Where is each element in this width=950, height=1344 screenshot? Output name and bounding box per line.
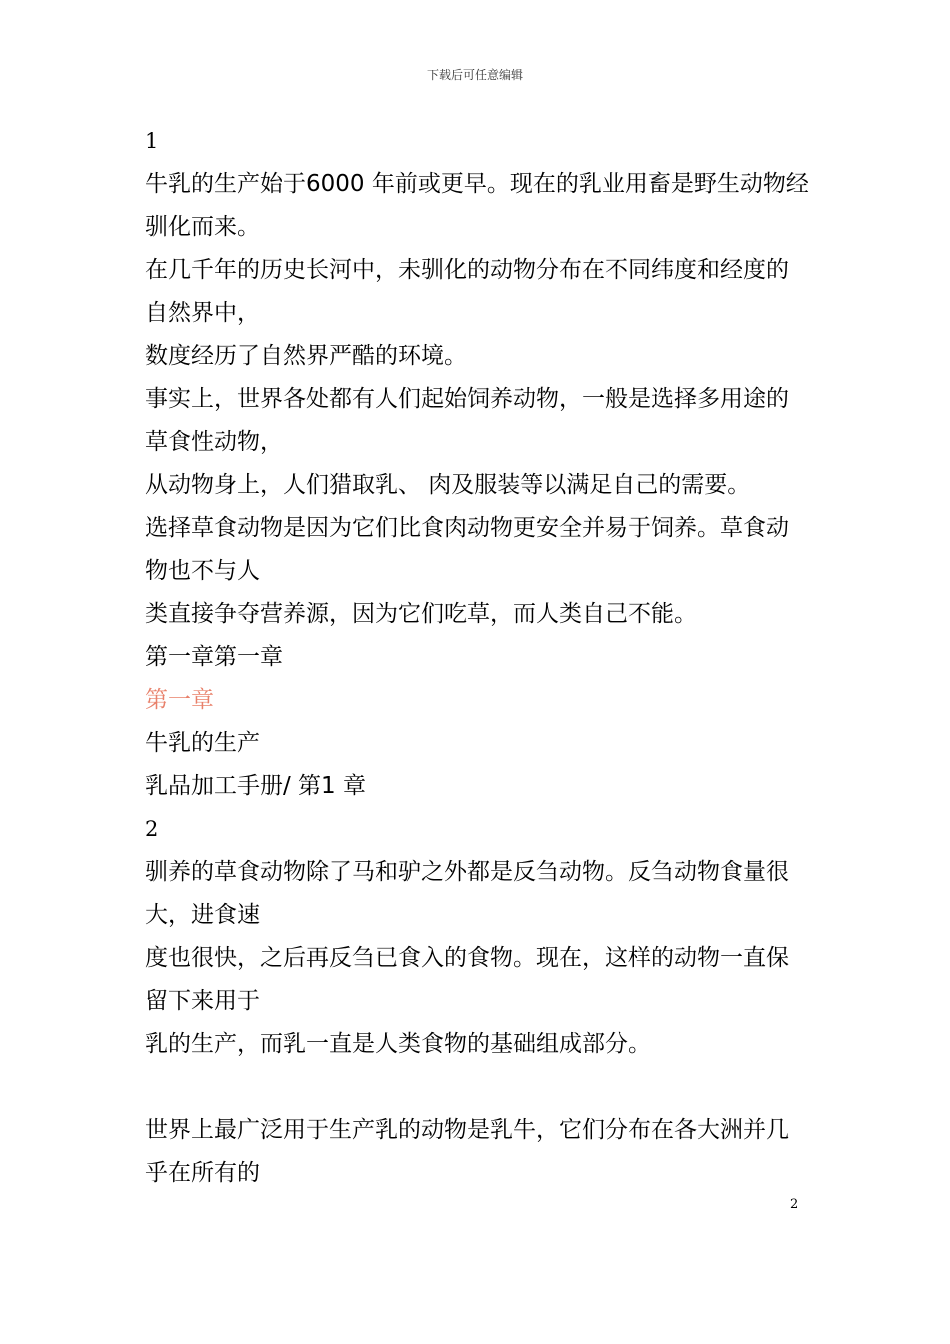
- text-line: 留下来用于: [145, 988, 260, 1014]
- text-line: 数度经历了自然界严酷的环境。: [145, 343, 467, 369]
- text-line: 乳的生产，而乳一直是人类食物的基础组成部分。: [145, 1031, 651, 1057]
- page-number: 2: [790, 1197, 799, 1212]
- document-body: [145, 120, 825, 1195]
- text-line: 驯化而来。: [145, 214, 260, 240]
- text-line: 度也很快，之后再反刍已食入的食物。现在，这样的动物一直保: [145, 945, 789, 971]
- section-number: 2: [145, 817, 159, 841]
- blank-line: [145, 1066, 825, 1109]
- chapter-title: 牛乳的生产: [145, 730, 260, 756]
- text-line: 乎在所有的: [145, 1160, 260, 1186]
- chapter-heading: 第一章: [145, 687, 214, 713]
- section-number: 1: [145, 129, 159, 153]
- text-line: 世界上最广泛用于生产乳的动物是乳牛，它们分布在各大洲并几: [145, 1117, 789, 1143]
- text-line: 从动物身上，人们猎取乳、 肉及服装等以满足自己的需要。: [145, 472, 751, 498]
- text-line: 物也不与人: [145, 558, 260, 584]
- text-line: 在几千年的历史长河中，未驯化的动物分布在不同纬度和经度的: [145, 257, 789, 283]
- chapter-label: 第一章第一章: [145, 644, 283, 670]
- text-line: 草食性动物，: [145, 429, 283, 455]
- text-line: 驯养的草食动物除了马和驴之外都是反刍动物。反刍动物食量很: [145, 859, 789, 885]
- running-title: 乳品加工手册/ 第1 章: [145, 773, 367, 799]
- page-header: 下载后可任意编辑: [426, 68, 523, 82]
- text-line: 牛乳的生产始于6000 年前或更早。现在的乳业用畜是野生动物经: [145, 171, 809, 197]
- text-line: 大，进食速: [145, 902, 260, 928]
- text-line: 类直接争夺营养源，因为它们吃草，而人类自己不能。: [145, 601, 697, 627]
- text-line: 事实上，世界各处都有人们起始饲养动物，一般是选择多用途的: [145, 386, 789, 412]
- text-line: 自然界中，: [145, 300, 260, 326]
- text-line: 选择草食动物是因为它们比食肉动物更安全并易于饲养。草食动: [145, 515, 789, 541]
